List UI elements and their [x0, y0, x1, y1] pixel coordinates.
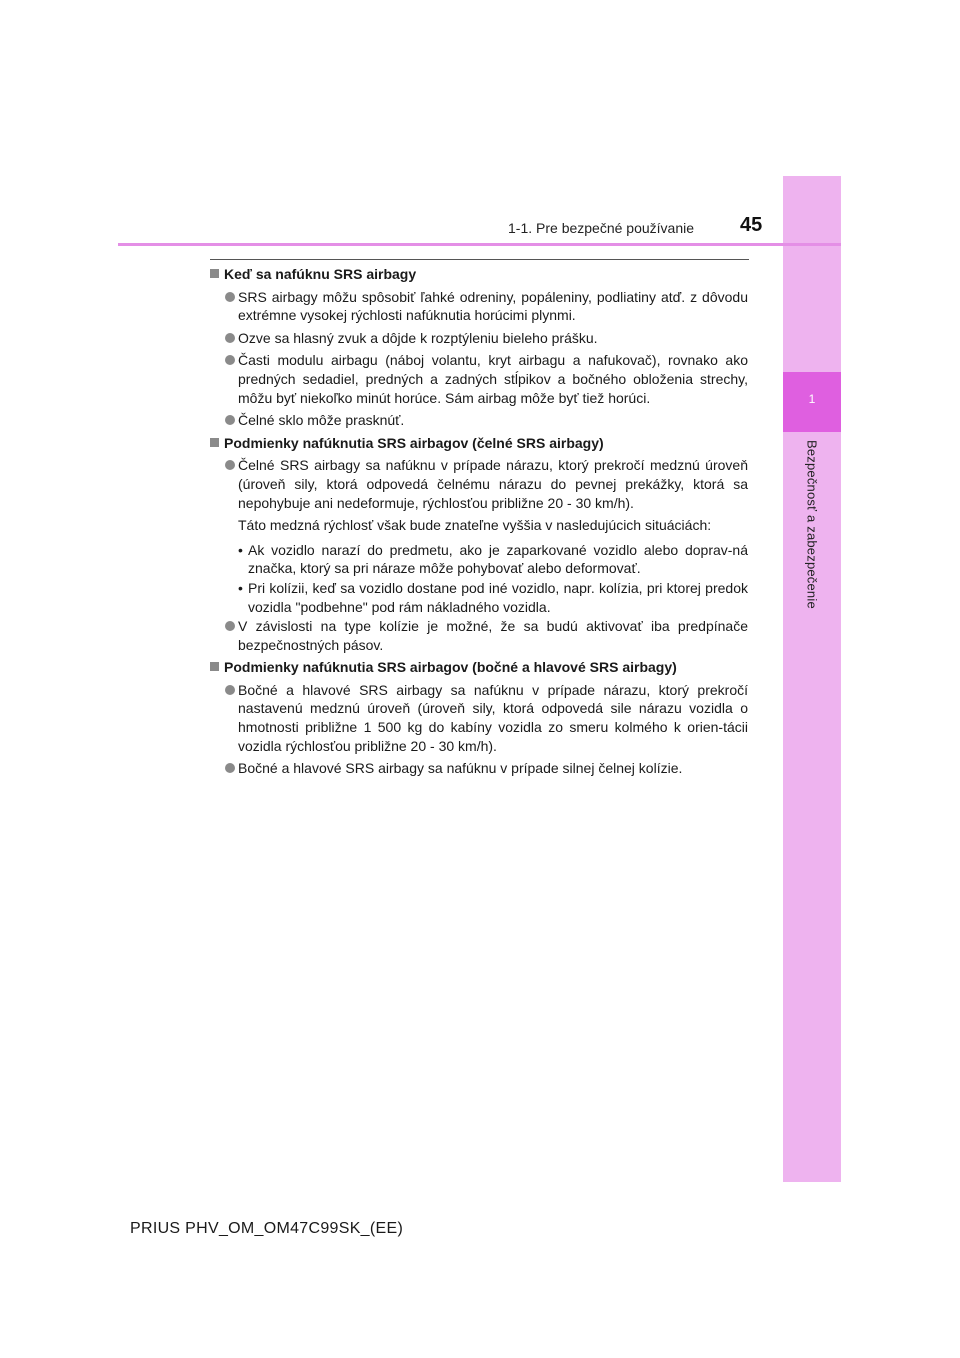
section-title: 1-1. Pre bezpečné používanie	[508, 220, 695, 236]
circle-bullet-icon	[225, 621, 235, 631]
sub-list-item: • Ak vozidlo narazí do predmetu, ako je zaparkované vozidlo alebo doprav-ná značka, ktorý sa pri náraze môže pohybovať alebo deformovať.	[238, 541, 748, 577]
circle-bullet-icon	[225, 355, 235, 365]
circle-bullet-icon	[225, 685, 235, 695]
list-item: V závislosti na type kolízie je možné, že sa budú aktivovať iba predpínače bezpečnostných pásov.	[210, 617, 748, 654]
paragraph: Táto medzná rýchlosť však bude znateľne vyššia v nasledujúcich situáciách:	[238, 517, 712, 534]
chapter-side-tab	[783, 176, 841, 1182]
circle-bullet-icon	[225, 415, 235, 425]
square-bullet-icon	[210, 269, 219, 278]
page-content	[210, 265, 748, 782]
sub-list-item: • Pri kolízii, keď sa vozidlo dostane pod iné vozidlo, napr. kolízia, pri ktorej predok vozidla "podbehne" pod rám nákladného vozidla.	[238, 579, 748, 615]
circle-bullet-icon	[225, 333, 235, 343]
content-rule	[210, 259, 749, 260]
page-number: 45	[740, 214, 763, 236]
header-rule	[118, 243, 841, 246]
section-heading: Podmienky nafúknutia SRS airbagov (bočné a hlavové SRS airbagy)	[210, 658, 748, 677]
circle-bullet-icon	[225, 292, 235, 302]
chapter-label: Bezpečnosť a zabezpečenie	[804, 440, 820, 609]
list-item: Časti modulu airbagu (náboj volantu, kryt airbagu a nafukovač), rovnako ako predných sedadiel, predných a zadných stĺpikov a bočného obloženia strechy, môžu byť niekoľko minút horúce. Sám airbag môže byť tiež horúci.	[210, 351, 748, 407]
list-item: Bočné a hlavové SRS airbagy sa nafúknu v prípade nárazu, ktorý prekročí nastavenú medznú úroveň (úroveň sily, ktorá odpovedá sile nárazu vozidla o hmotnosti približne 1 500 kg do kabíny vozidla zo smeru kolmého k orien-tácii vozidla rýchlosťou približne 20 - 30 km/h).	[210, 681, 748, 755]
list-item: Čelné sklo môže prasknúť.	[210, 411, 748, 430]
footer-code: PRIUS PHV_OM_OM47C99SK_(EE)	[130, 1220, 404, 1237]
circle-bullet-icon	[225, 460, 235, 470]
sub-bullet-marker: •	[238, 541, 243, 558]
circle-bullet-icon	[225, 763, 235, 773]
list-item: Ozve sa hlasný zvuk a dôjde k rozptýleniu bieleho prášku.	[210, 329, 748, 348]
section-heading: Podmienky nafúknutia SRS airbagov (čelné SRS airbagy)	[210, 434, 748, 453]
sub-bullet-marker: •	[238, 579, 243, 596]
list-item: Čelné SRS airbagy sa nafúknu v prípade nárazu, ktorý prekročí medznú úroveň (úroveň sily, ktorá odpovedá čelnému nárazu do pevnej prekážky, ktorá sa nepohybuje ani nedeformuje, rýchlosťou približne 20 - 30 km/h).	[210, 456, 748, 512]
list-item: SRS airbagy môžu spôsobiť ľahké odreniny, popáleniny, podliatiny atď. z dôvodu extrémne vysokej rýchlosti nafúknutia horúcimi plynmi.	[210, 288, 748, 325]
list-item: Bočné a hlavové SRS airbagy sa nafúknu v prípade silnej čelnej kolízie.	[210, 759, 748, 778]
section-heading: Keď sa nafúknu SRS airbagy	[210, 265, 748, 284]
square-bullet-icon	[210, 438, 219, 447]
square-bullet-icon	[210, 662, 219, 671]
chapter-number: 1	[808, 392, 816, 406]
